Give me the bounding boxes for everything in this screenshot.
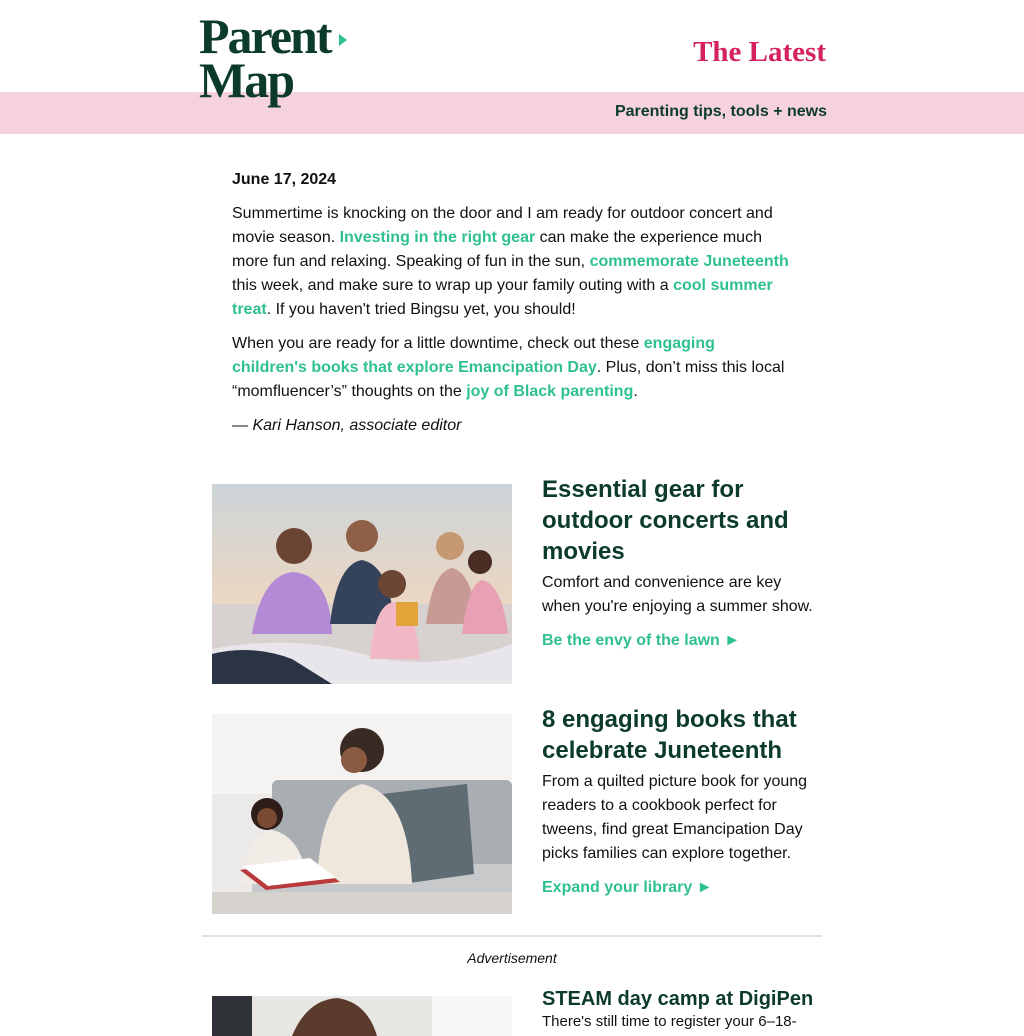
tagline: Parenting tips, tools + news [614, 103, 827, 120]
issue-date: June 17, 2024 [232, 171, 337, 188]
section-title: The Latest [693, 36, 826, 68]
ad-description: There's still time to register your 6–18- [542, 1013, 797, 1030]
logo-line-2: Map [199, 52, 293, 108]
article-card [212, 704, 822, 924]
ad-title[interactable]: STEAM day camp at DigiPen [542, 988, 814, 1010]
article-image-concert-family[interactable] [212, 484, 512, 684]
article-cta-link[interactable]: Be the envy of the lawn ► [542, 632, 741, 649]
text: . If you haven't tried Bingsu yet, you should! [266, 301, 576, 318]
article-text [542, 704, 822, 900]
text: this week, and make sure to wrap up your family outing with a [232, 277, 674, 294]
article-card [212, 474, 822, 694]
article-image-reading-mother-child[interactable] [212, 714, 512, 914]
article-text [542, 474, 822, 653]
link-juneteenth[interactable]: commemorate Juneteenth [589, 253, 789, 270]
text: Summertime is knocking on the door and I am ready for outdoor concert and movie season. [232, 205, 773, 246]
parentmap-logo[interactable] [199, 8, 331, 108]
signature: — Kari Hanson, associate editor [232, 417, 462, 434]
advertisement-label: Advertisement [467, 950, 557, 966]
text: When you are ready for a little downtime, check out these [232, 335, 644, 352]
ad-card [212, 986, 822, 1030]
ad-image[interactable] [212, 996, 512, 1036]
logo-play-icon [339, 34, 347, 46]
text: can make the experience much more fun and relaxing. Speaking of fun in the sun, [232, 229, 762, 270]
intro-paragraph-1 [232, 202, 792, 322]
article-description: Comfort and convenience are key when you're enjoying a summer show. [542, 574, 813, 615]
logo-line-1: Parent [199, 8, 331, 64]
intro-paragraph-2 [232, 332, 792, 404]
text: . Plus, don’t miss this local “momfluencer’s” thoughts on the [232, 359, 785, 400]
article-title[interactable]: 8 engaging books that celebrate Juneteenth [542, 706, 797, 764]
email-header [0, 0, 1024, 134]
link-emancipation-books[interactable]: engaging children's books that explore Emancipation Day [232, 335, 715, 376]
link-summer-treat[interactable]: cool summer treat [232, 277, 773, 318]
tagline-band [0, 92, 1024, 134]
ad-text [542, 986, 822, 1032]
text: . [633, 383, 638, 400]
section-divider [202, 935, 822, 937]
article-description: From a quilted picture book for young readers to a cookbook perfect for tweens, find great Emancipation Day picks families can explore together. [542, 773, 808, 862]
editor-letter [232, 168, 792, 448]
article-cta-link[interactable]: Expand your library ► [542, 879, 713, 896]
link-black-parenting[interactable]: joy of Black parenting [466, 383, 634, 400]
article-title[interactable]: Essential gear for outdoor concerts and movies [542, 476, 789, 565]
link-right-gear[interactable]: Investing in the right gear [339, 229, 536, 246]
